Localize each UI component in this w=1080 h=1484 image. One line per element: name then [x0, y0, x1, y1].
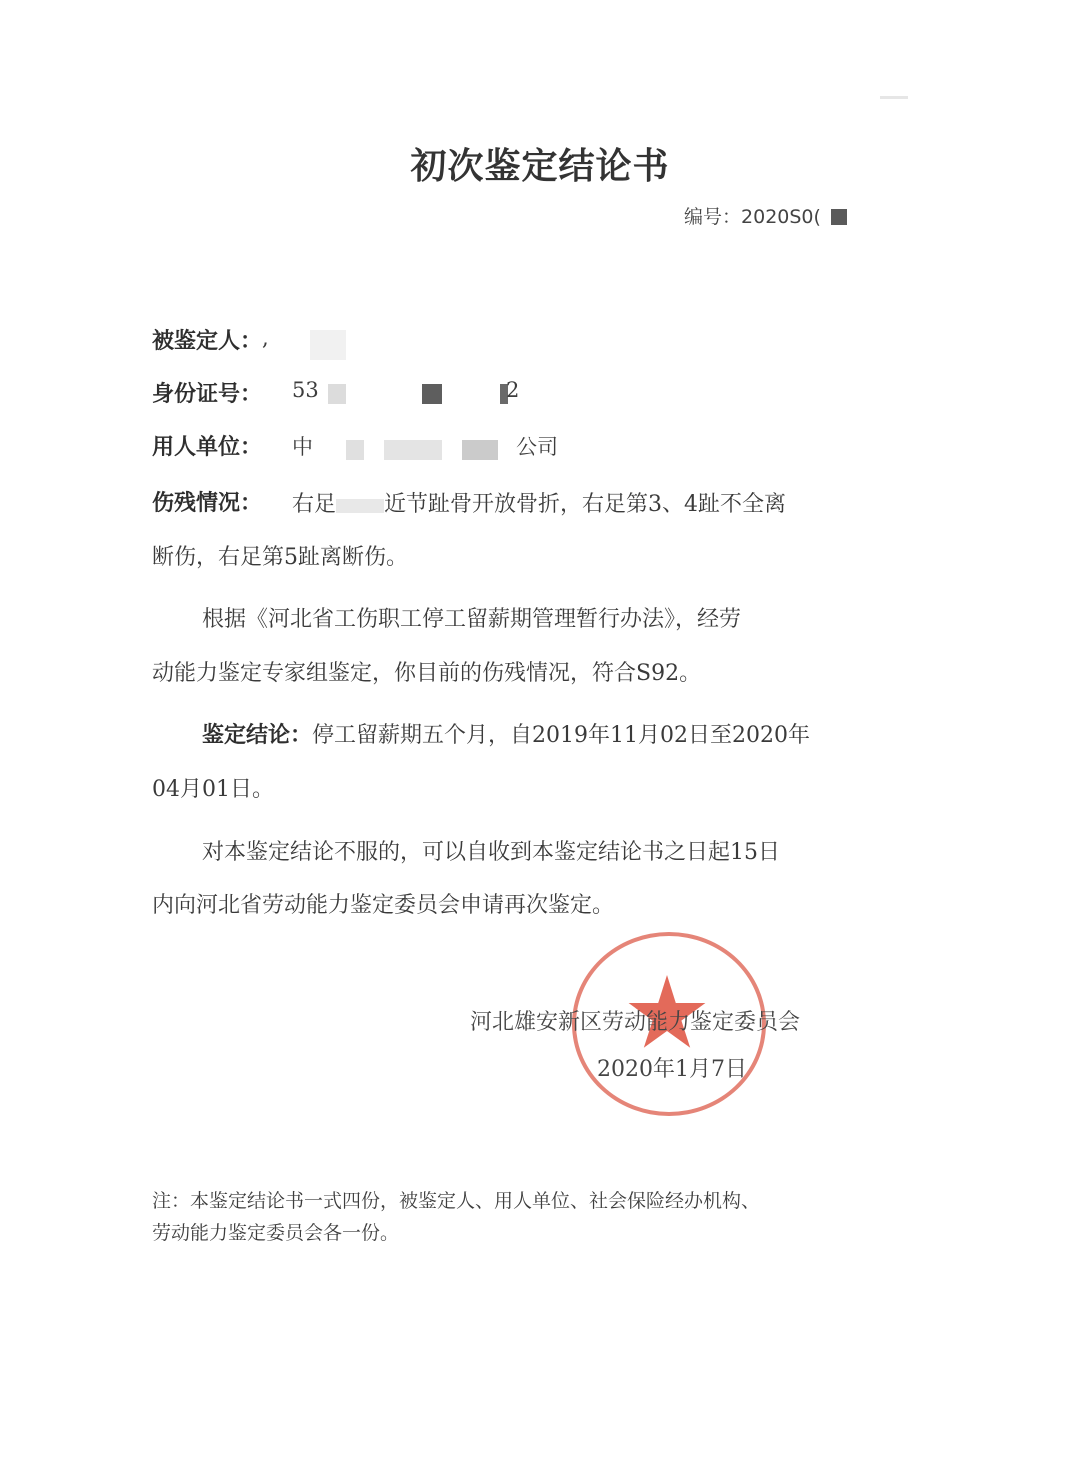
id-number-label: 身份证号： — [152, 382, 263, 407]
redaction-mosaic — [422, 384, 442, 404]
redaction-mosaic — [310, 330, 346, 360]
injury-label: 伤残情况： — [152, 491, 263, 516]
scan-mark — [880, 96, 908, 99]
document-number-value: 2020S0( — [741, 206, 821, 228]
redaction-mosaic — [462, 440, 498, 460]
injury-line-2: 断伤，右足第5趾离断伤。 — [152, 545, 408, 570]
appraised-person-label: 被鉴定人： — [152, 329, 263, 354]
id-number-prefix: 53 — [292, 378, 319, 402]
issuing-organization: 河北雄安新区劳动能力鉴定委员会 — [470, 1010, 801, 1035]
basis-line-2: 动能力鉴定专家组鉴定，你目前的伤残情况，符合S92。 — [152, 661, 702, 686]
note-line-1: 注：本鉴定结论书一式四份，被鉴定人、用人单位、社会保险经办机构、 — [152, 1190, 761, 1212]
redaction-mosaic — [328, 384, 346, 404]
document-number-label: 编号： — [684, 206, 742, 228]
appeal-line-2: 内向河北省劳动能力鉴定委员会申请再次鉴定。 — [152, 893, 615, 918]
conclusion-line-2: 04月01日。 — [152, 777, 274, 802]
redaction-mosaic — [346, 440, 364, 460]
basis-line-1: 根据《河北省工伤职工停工留薪期管理暂行办法》，经劳 — [202, 607, 742, 632]
appraised-person-value: , — [262, 326, 269, 350]
conclusion-text: 停工留薪期五个月，自2019年11月02日至2020年 — [312, 723, 810, 748]
employer-suffix: 公司 — [516, 435, 558, 459]
issue-date: 2020年1月7日 — [597, 1057, 747, 1082]
note-line-2: 劳动能力鉴定委员会各一份。 — [152, 1222, 400, 1244]
redaction-mosaic — [384, 440, 442, 460]
id-number-suffix: 2 — [506, 378, 520, 402]
conclusion-line-1 — [202, 718, 810, 749]
appeal-line-1: 对本鉴定结论不服的，可以自收到本鉴定结论书之日起15日 — [202, 840, 780, 865]
injury-line-1 — [292, 487, 786, 518]
document-number — [684, 202, 847, 229]
injury-text-start: 右足 — [292, 492, 337, 517]
document-title: 初次鉴定结论书 — [410, 146, 670, 187]
redaction-mosaic — [336, 499, 384, 513]
injury-text-rest: 近节趾骨开放骨折，右足第3、4趾不全离 — [384, 492, 787, 517]
conclusion-label: 鉴定结论： — [202, 723, 313, 748]
employer-prefix: 中 — [292, 435, 313, 459]
redaction-block — [831, 209, 847, 225]
employer-label: 用人单位： — [152, 435, 263, 460]
